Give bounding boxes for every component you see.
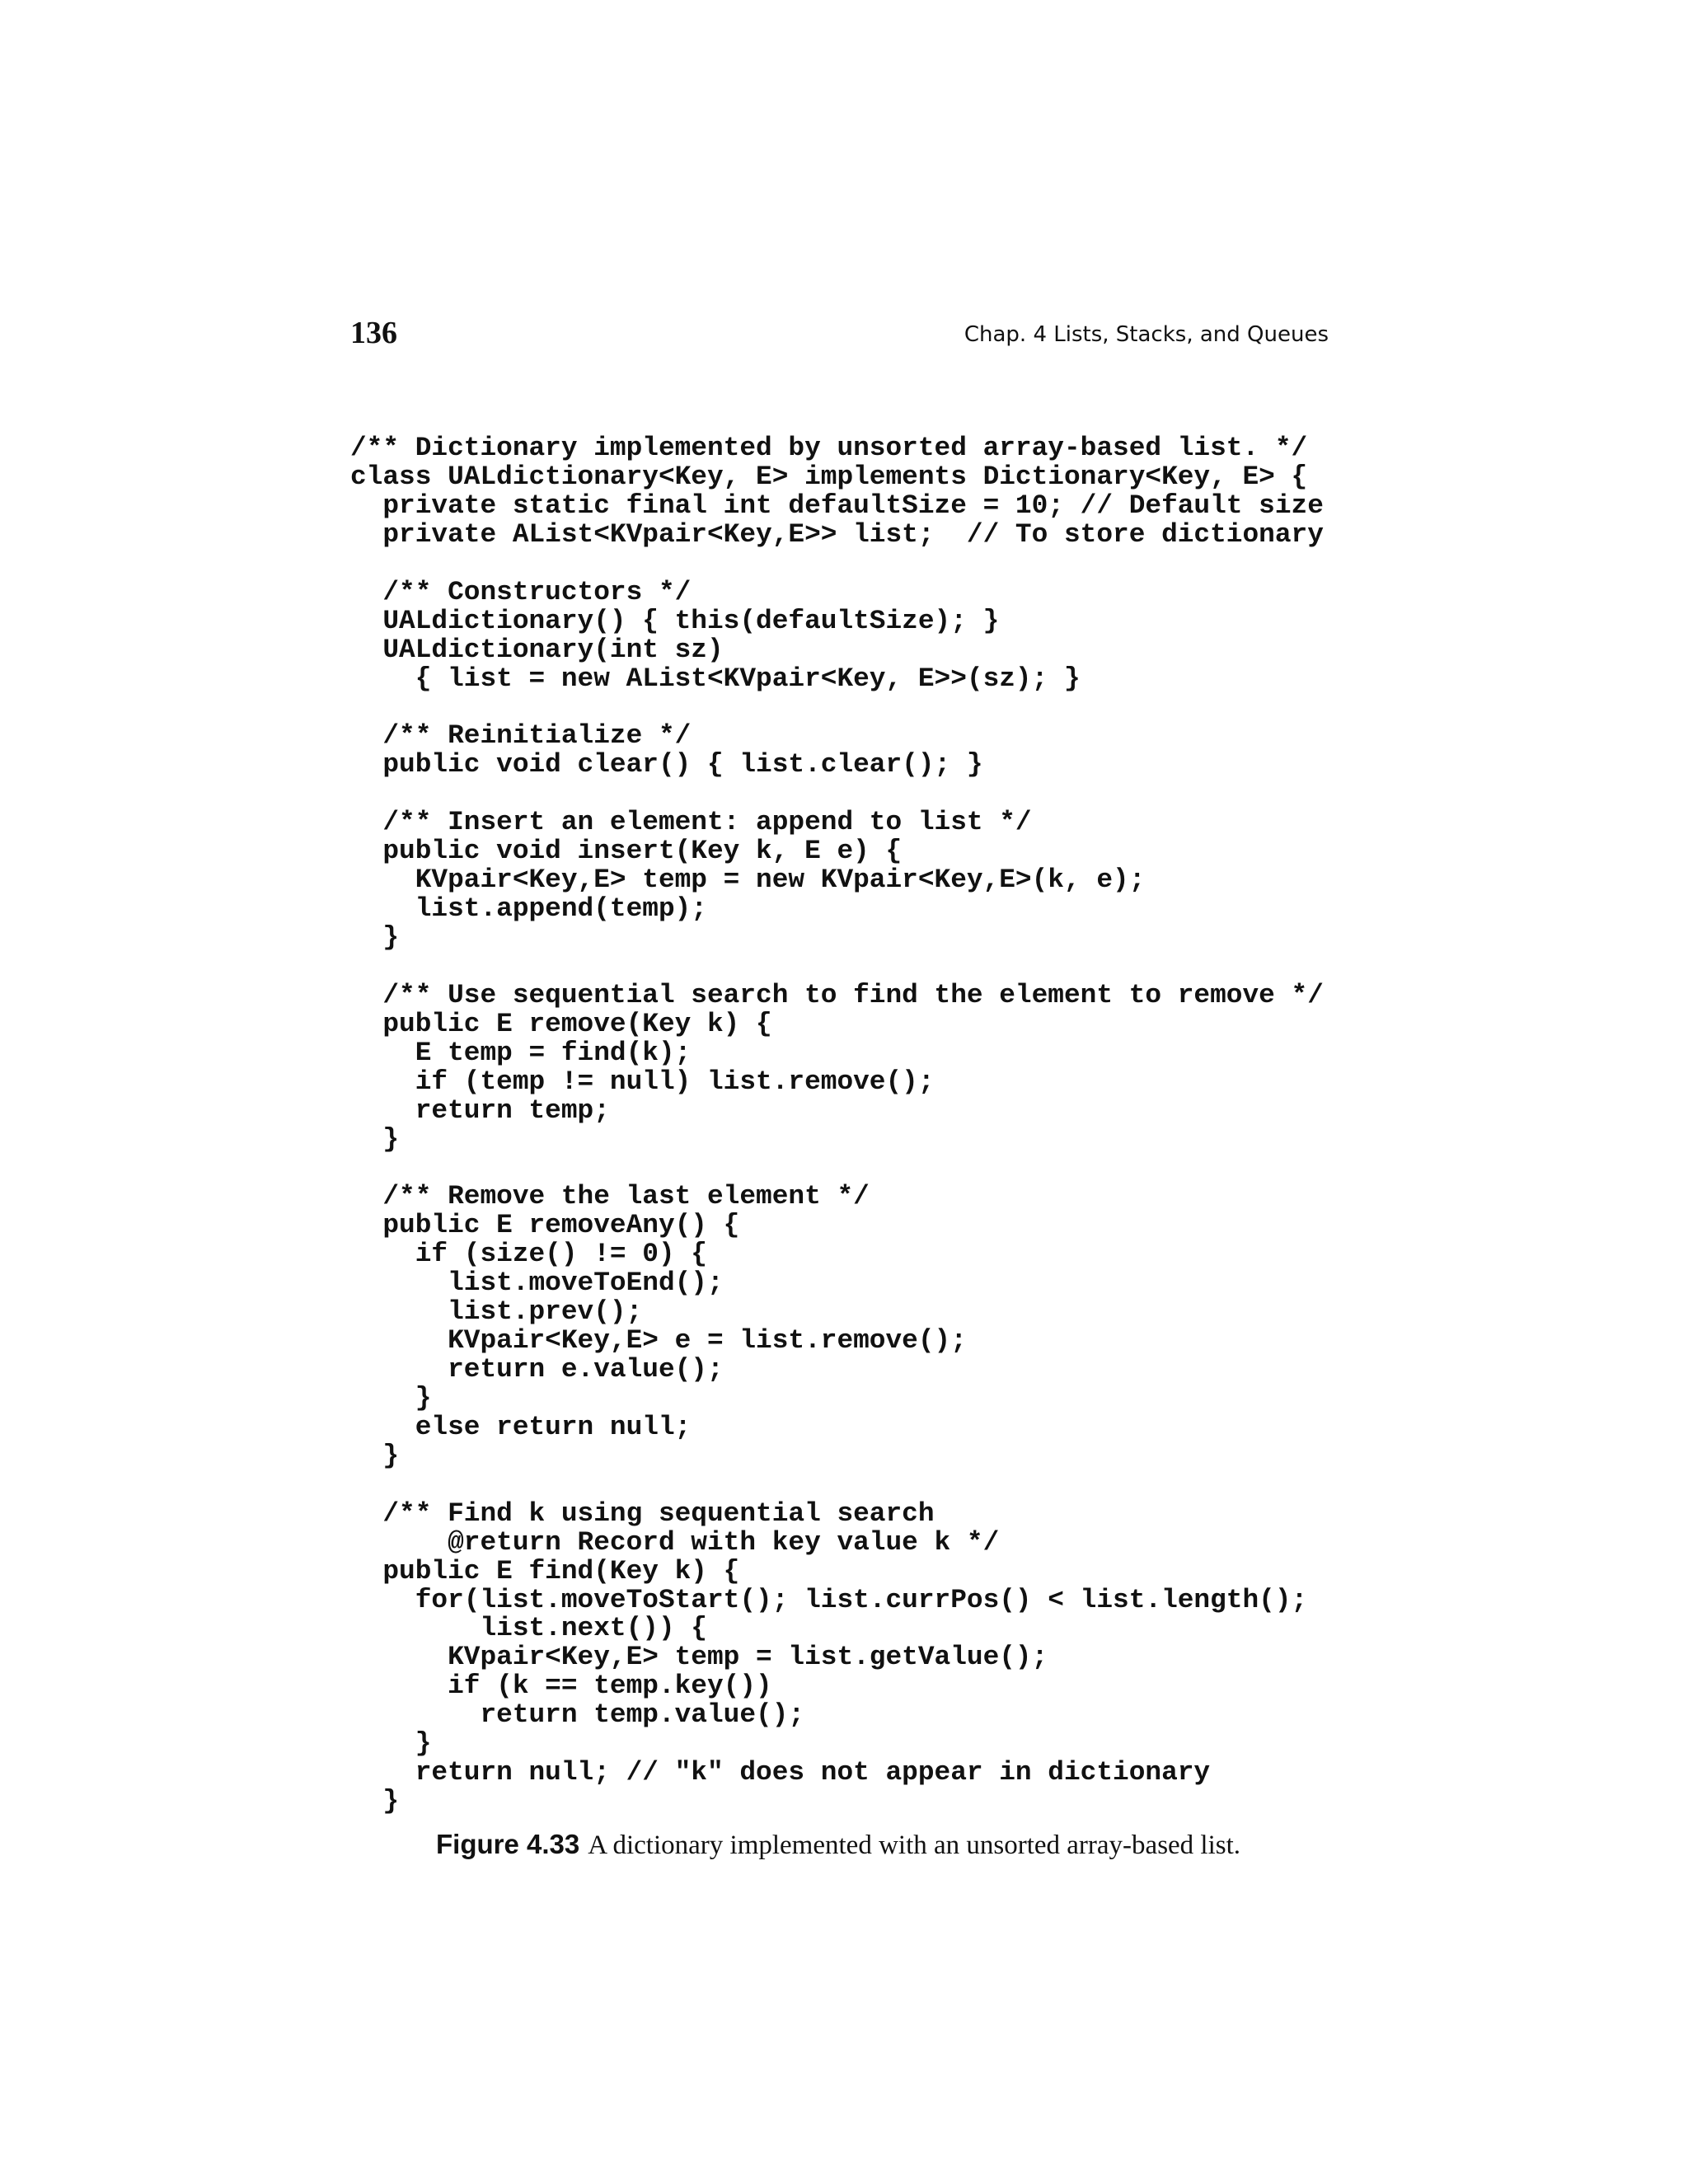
code-line: public E remove(Key k) { xyxy=(350,1008,772,1039)
code-line: if (k == temp.key()) xyxy=(350,1671,772,1702)
code-line: /** Find k using sequential search xyxy=(350,1497,935,1529)
code-line: } xyxy=(350,1440,400,1471)
code-line: /** Constructors */ xyxy=(350,576,692,607)
code-line: /** Reinitialize */ xyxy=(350,720,692,752)
code-line: /** Dictionary implemented by unsorted array-based list. */ xyxy=(350,433,1308,463)
code-line: E temp = find(k); xyxy=(350,1037,692,1068)
code-line: KVpair<Key,E> e = list.remove(); xyxy=(350,1325,967,1357)
code-line xyxy=(350,780,1324,808)
code-line: list.prev(); xyxy=(350,1296,643,1328)
figure-label: Figure 4.33 xyxy=(436,1829,580,1859)
page-number: 136 xyxy=(350,316,397,350)
code-line: public E removeAny() { xyxy=(350,1210,740,1241)
code-line: KVpair<Key,E> temp = new KVpair<Key,E>(k, e); xyxy=(350,865,1146,896)
code-line: /** Use sequential search to find the element to remove */ xyxy=(350,979,1324,1010)
code-line: /** Insert an element: append to list */ xyxy=(350,807,1032,838)
code-line xyxy=(350,693,1324,722)
code-line: @return Record with key value k */ xyxy=(350,1526,1000,1558)
code-line xyxy=(350,1154,1324,1183)
figure-caption xyxy=(436,1828,1240,1862)
code-line: UALdictionary() { this(defaultSize); } xyxy=(350,605,1000,636)
code-line: return temp.value(); xyxy=(350,1699,805,1731)
code-line: KVpair<Key,E> temp = list.getValue(); xyxy=(350,1642,1048,1673)
code-line: private static final int defaultSize = 10; // Default size xyxy=(350,490,1324,521)
code-line: return e.value(); xyxy=(350,1354,724,1385)
code-line: for(list.moveToStart(); list.currPos() < list.length(); xyxy=(350,1584,1308,1615)
code-line xyxy=(350,1471,1324,1500)
code-line: list.moveToEnd(); xyxy=(350,1268,724,1299)
code-line: list.append(temp); xyxy=(350,893,707,924)
code-line: public void clear() { list.clear(); } xyxy=(350,749,983,780)
code-line: } xyxy=(350,921,400,953)
figure-caption-text: A dictionary implemented with an unsorted array-based list. xyxy=(588,1830,1241,1860)
code-line: public E find(Key k) { xyxy=(350,1555,740,1586)
code-line: private AList<KVpair<Key,E>> list; // To store dictionary xyxy=(350,518,1324,550)
code-line: { list = new AList<KVpair<Key, E>>(sz); } xyxy=(350,663,1081,694)
code-line: else return null; xyxy=(350,1411,692,1442)
code-line: return temp; xyxy=(350,1094,610,1126)
code-line xyxy=(350,550,1324,579)
code-line: } xyxy=(350,1123,400,1155)
code-line: if (size() != 0) { xyxy=(350,1239,707,1270)
code-line xyxy=(350,953,1324,982)
code-line: return null; // "k" does not appear in dictionary xyxy=(350,1757,1211,1788)
code-line: if (temp != null) list.remove(); xyxy=(350,1066,935,1097)
code-listing xyxy=(350,434,1324,1816)
code-line: class UALdictionary<Key, E> implements Dictionary<Key, E> { xyxy=(350,461,1308,492)
code-line: } xyxy=(350,1382,432,1413)
code-line: /** Remove the last element */ xyxy=(350,1181,870,1212)
running-head: Chap. 4 Lists, Stacks, and Queues xyxy=(964,322,1329,347)
code-line: } xyxy=(350,1786,400,1817)
code-line: list.next()) { xyxy=(350,1613,707,1644)
code-line: } xyxy=(350,1728,432,1760)
code-line: UALdictionary(int sz) xyxy=(350,634,724,665)
code-line: public void insert(Key k, E e) { xyxy=(350,836,903,867)
